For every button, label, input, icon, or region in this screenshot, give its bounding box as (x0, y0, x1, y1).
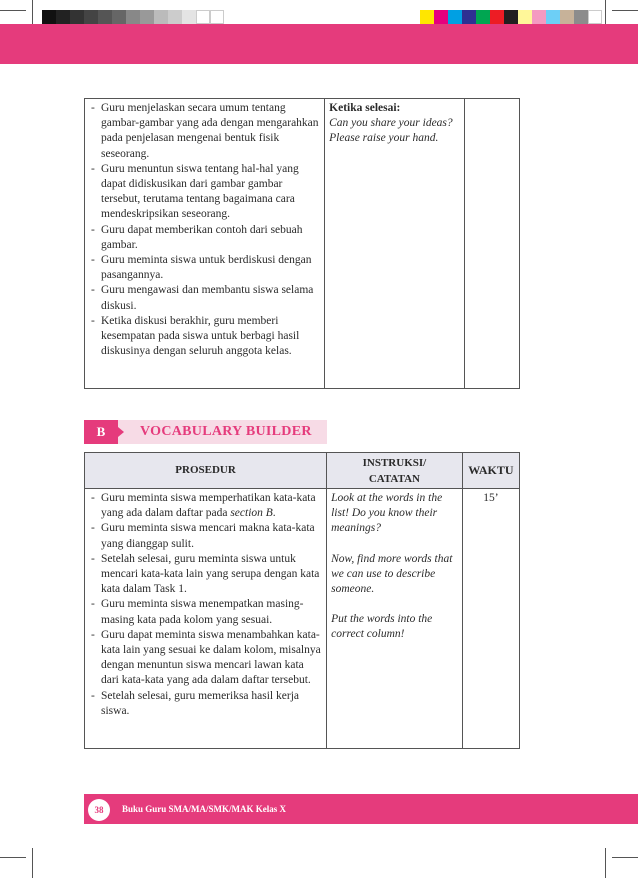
instruction-cell (325, 99, 465, 389)
crop-mark (605, 0, 606, 24)
list-item: - Guru meminta siswa untuk berdiskusi dengan pasangannya. (87, 253, 320, 283)
header-instruksi-line1: INSTRUKSI/ (362, 456, 427, 469)
list-item: - Setelah selesai, guru memeriksa hasil kerja siswa. (87, 689, 322, 719)
list-item: - Setelah selesai, guru meminta siswa untuk mencari kata-kata lain yang serupa dengan kata kata dalam Task 1. (87, 552, 322, 598)
list-item: - Guru meminta siswa memperhatikan kata-kata yang ada dalam daftar pada section B. (87, 491, 322, 521)
procedure-cell (85, 489, 327, 749)
list-item: - Guru meminta siswa mencari makna kata-kata yang dianggap sulit. (87, 521, 322, 551)
crop-mark (32, 0, 33, 24)
crop-mark (612, 857, 638, 858)
header-band (0, 24, 638, 64)
section-letter: B (84, 420, 118, 444)
header-instruksi (327, 453, 463, 489)
header-prosedur: PROSEDUR (85, 453, 327, 489)
crop-mark (612, 10, 638, 11)
section-title: VOCABULARY BUILDER (140, 424, 312, 439)
crop-mark (0, 10, 26, 11)
procedure-cell (85, 99, 325, 389)
section-arrow-icon (118, 427, 124, 437)
instruction-cell (327, 489, 463, 749)
instruction-text: Look at the words in the list! Do you know their meanings? (331, 492, 443, 535)
list-item: - Guru menjelaskan secara umum tentang gambar-gambar yang ada dengan mengarahkan pada penjelasan mengenai bentuk fisik seseorang. (87, 101, 320, 162)
crop-mark (605, 848, 606, 878)
list-item: - Guru menuntun siswa tentang hal-hal yang dapat didiskusikan dari gambar gambar tersebut, terutama tentang bagaimana cara mendeskripsikan seseorang. (87, 162, 320, 223)
instruction-text: Put the words into the correct column! (331, 613, 433, 641)
procedure-list (87, 491, 322, 719)
header-instruksi-line2: CATATAN (368, 472, 420, 485)
note-heading: Ketika selesai: (329, 102, 401, 114)
emphasis-text: section B (230, 507, 273, 520)
instruction-text: Now, find more words that we can use to describe someone. (331, 552, 453, 596)
note-text: Can you share your ideas? Please raise your hand. (329, 117, 453, 145)
header-waktu: WAKTU (462, 453, 519, 489)
activity-table-continued (84, 98, 520, 389)
time-cell (464, 99, 519, 389)
vocabulary-table (84, 452, 520, 749)
crop-mark (32, 848, 33, 878)
book-title: Buku Guru SMA/MA/SMK/MAK Kelas X (122, 804, 287, 814)
procedure-list (87, 101, 320, 359)
page-number: 38 (88, 799, 110, 821)
list-item: - Guru mengawasi dan membantu siswa selama diskusi. (87, 283, 320, 313)
time-cell (462, 489, 519, 749)
list-item: - Ketika diskusi berakhir, guru memberi kesempatan pada siswa untuk berbagi hasil diskusinya dengan seluruh anggota kelas. (87, 314, 320, 360)
list-item: - Guru meminta siswa menempatkan masing-masing kata pada kolom yang sesuai. (87, 597, 322, 627)
time-value: 15’ (483, 492, 499, 504)
list-item: - Guru dapat meminta siswa menambahkan kata-kata lain yang sesuai ke dalam kolom, misalnya dengan menuntun siswa mencari lawan kata dari kata-kata yang ada dalam daftar tersebut. (87, 628, 322, 689)
crop-mark (0, 857, 26, 858)
list-item: - Guru dapat memberikan contoh dari sebuah gambar. (87, 223, 320, 253)
